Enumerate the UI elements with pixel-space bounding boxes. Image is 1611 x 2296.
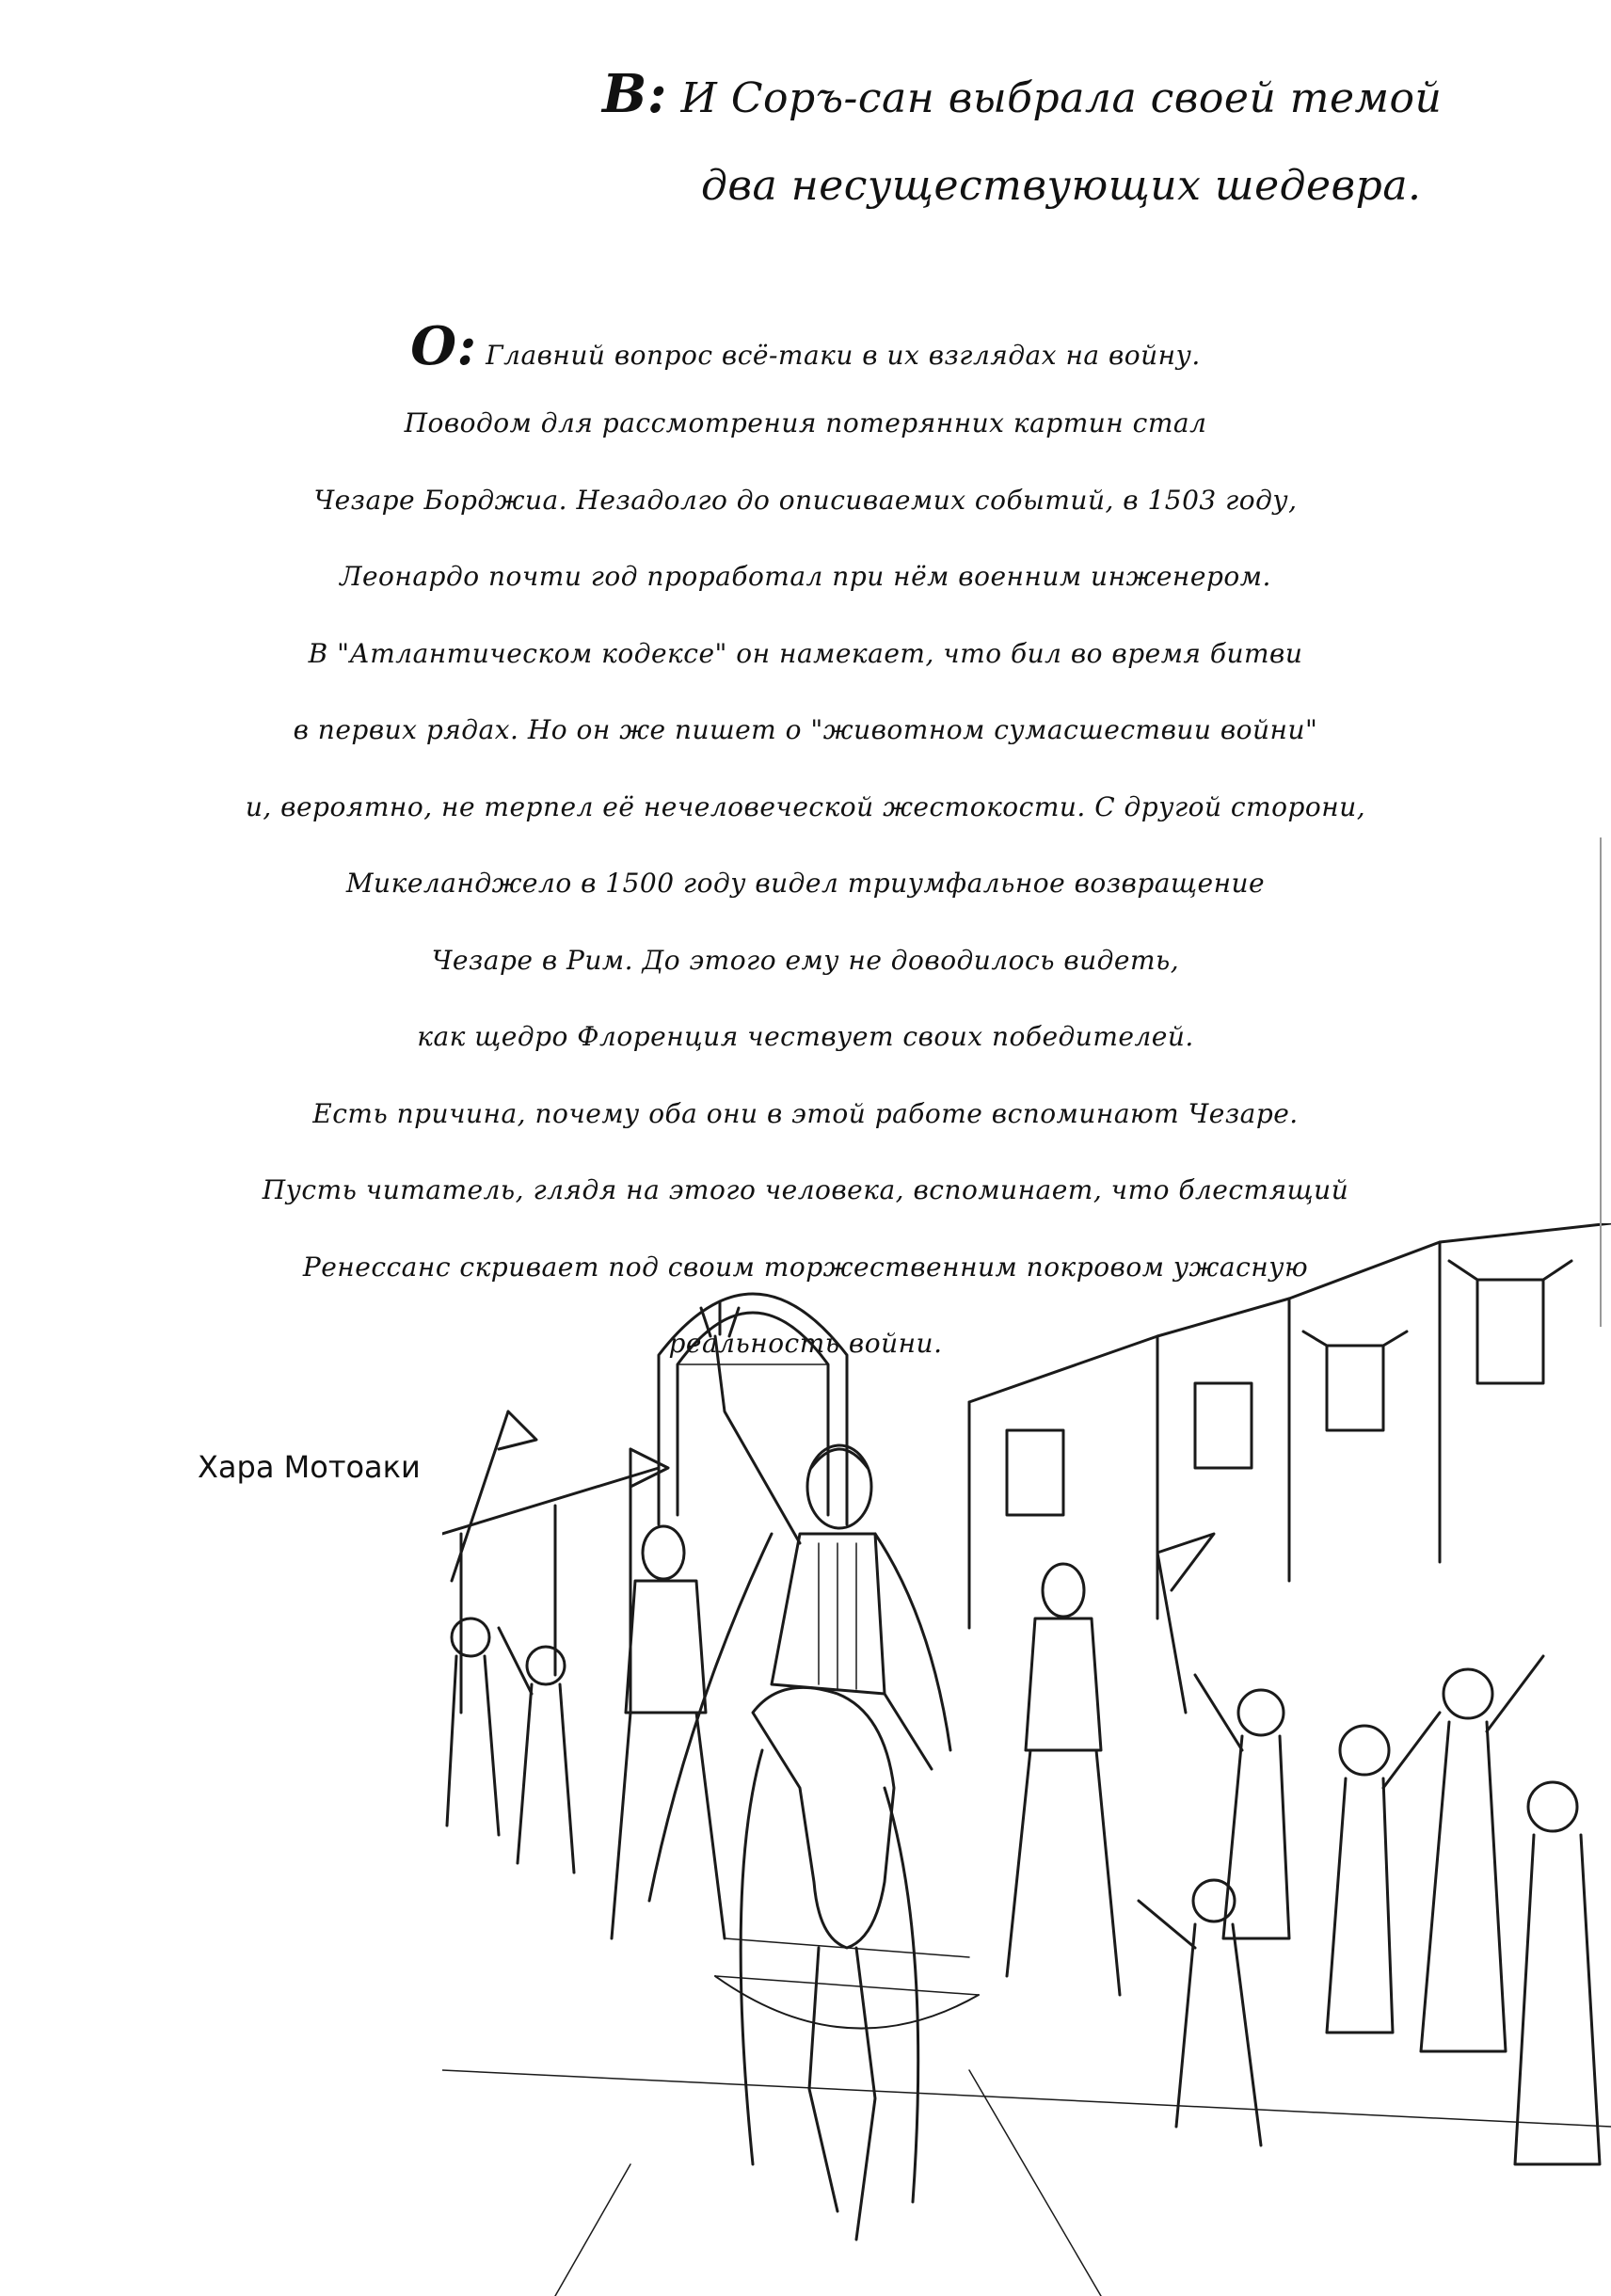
buildings-right <box>969 1223 1611 1628</box>
crowd-right <box>1139 1656 1600 2164</box>
city-gate-arch <box>659 1294 847 1524</box>
answer-line: как щедро Флоренция чествует своих победителей. <box>417 1021 1194 1052</box>
answer-line-first <box>0 315 1611 377</box>
question-marker: В: <box>602 63 668 125</box>
author-name: Хара Мотоаки <box>198 1449 421 1485</box>
question-line-1 <box>602 63 1543 125</box>
answer-line: В "Атлантическом кодексе" он намекает, что бил во время битви <box>308 638 1303 669</box>
question-text-1: И Соръ-сан выбрала своей темой <box>680 74 1443 122</box>
answer-line: реальность войни. <box>668 1328 943 1359</box>
answer-line: Леонардо почти год проработал при нём военним инженером. <box>340 561 1271 592</box>
answer-line: Чезаре в Рим. До этого ему не доводилось видеть, <box>431 945 1180 976</box>
page-edge <box>1600 837 1602 1327</box>
question-line-2 <box>701 158 1548 215</box>
answer-line: и, вероятно, не терпел её нечеловеческой жестокости. С другой сторони, <box>245 791 1366 822</box>
main-rider <box>649 1301 950 1901</box>
answer-line: Поводом для рассмотрения потерянних картин стал <box>404 407 1207 438</box>
answer-line: Есть причина, почему оба они в этой работе вспоминают Чезаре. <box>312 1098 1299 1129</box>
answer-line: Чезаре Борджиа. Незадолго до описиваемих событий, в 1503 году, <box>313 485 1298 516</box>
answer-line: Микеланджело в 1500 году видел триумфальное возвращение <box>345 868 1266 899</box>
banners <box>452 1411 1214 1713</box>
answer-line: в первих рядах. Но он же пишет о "животном сумасшествии войни" <box>293 714 1318 745</box>
answer-line: Ренессанс скривает под своим торжественним покровом ужасную <box>302 1252 1309 1283</box>
question-text-2: два несуществующих шедевра. <box>701 162 1422 210</box>
answer-marker: О: <box>410 315 477 377</box>
escort-riders <box>612 1526 1120 1995</box>
street <box>442 2070 1611 2296</box>
horse <box>715 1687 979 2240</box>
procession-illustration <box>442 1223 1611 2296</box>
answer-text-first: Главний вопрос всё-таки в их взглядах на войну. <box>486 340 1201 371</box>
answer-line: Пусть читатель, глядя на этого человека, вспоминает, что блестящий <box>262 1174 1349 1205</box>
buildings-left <box>442 1468 659 1713</box>
